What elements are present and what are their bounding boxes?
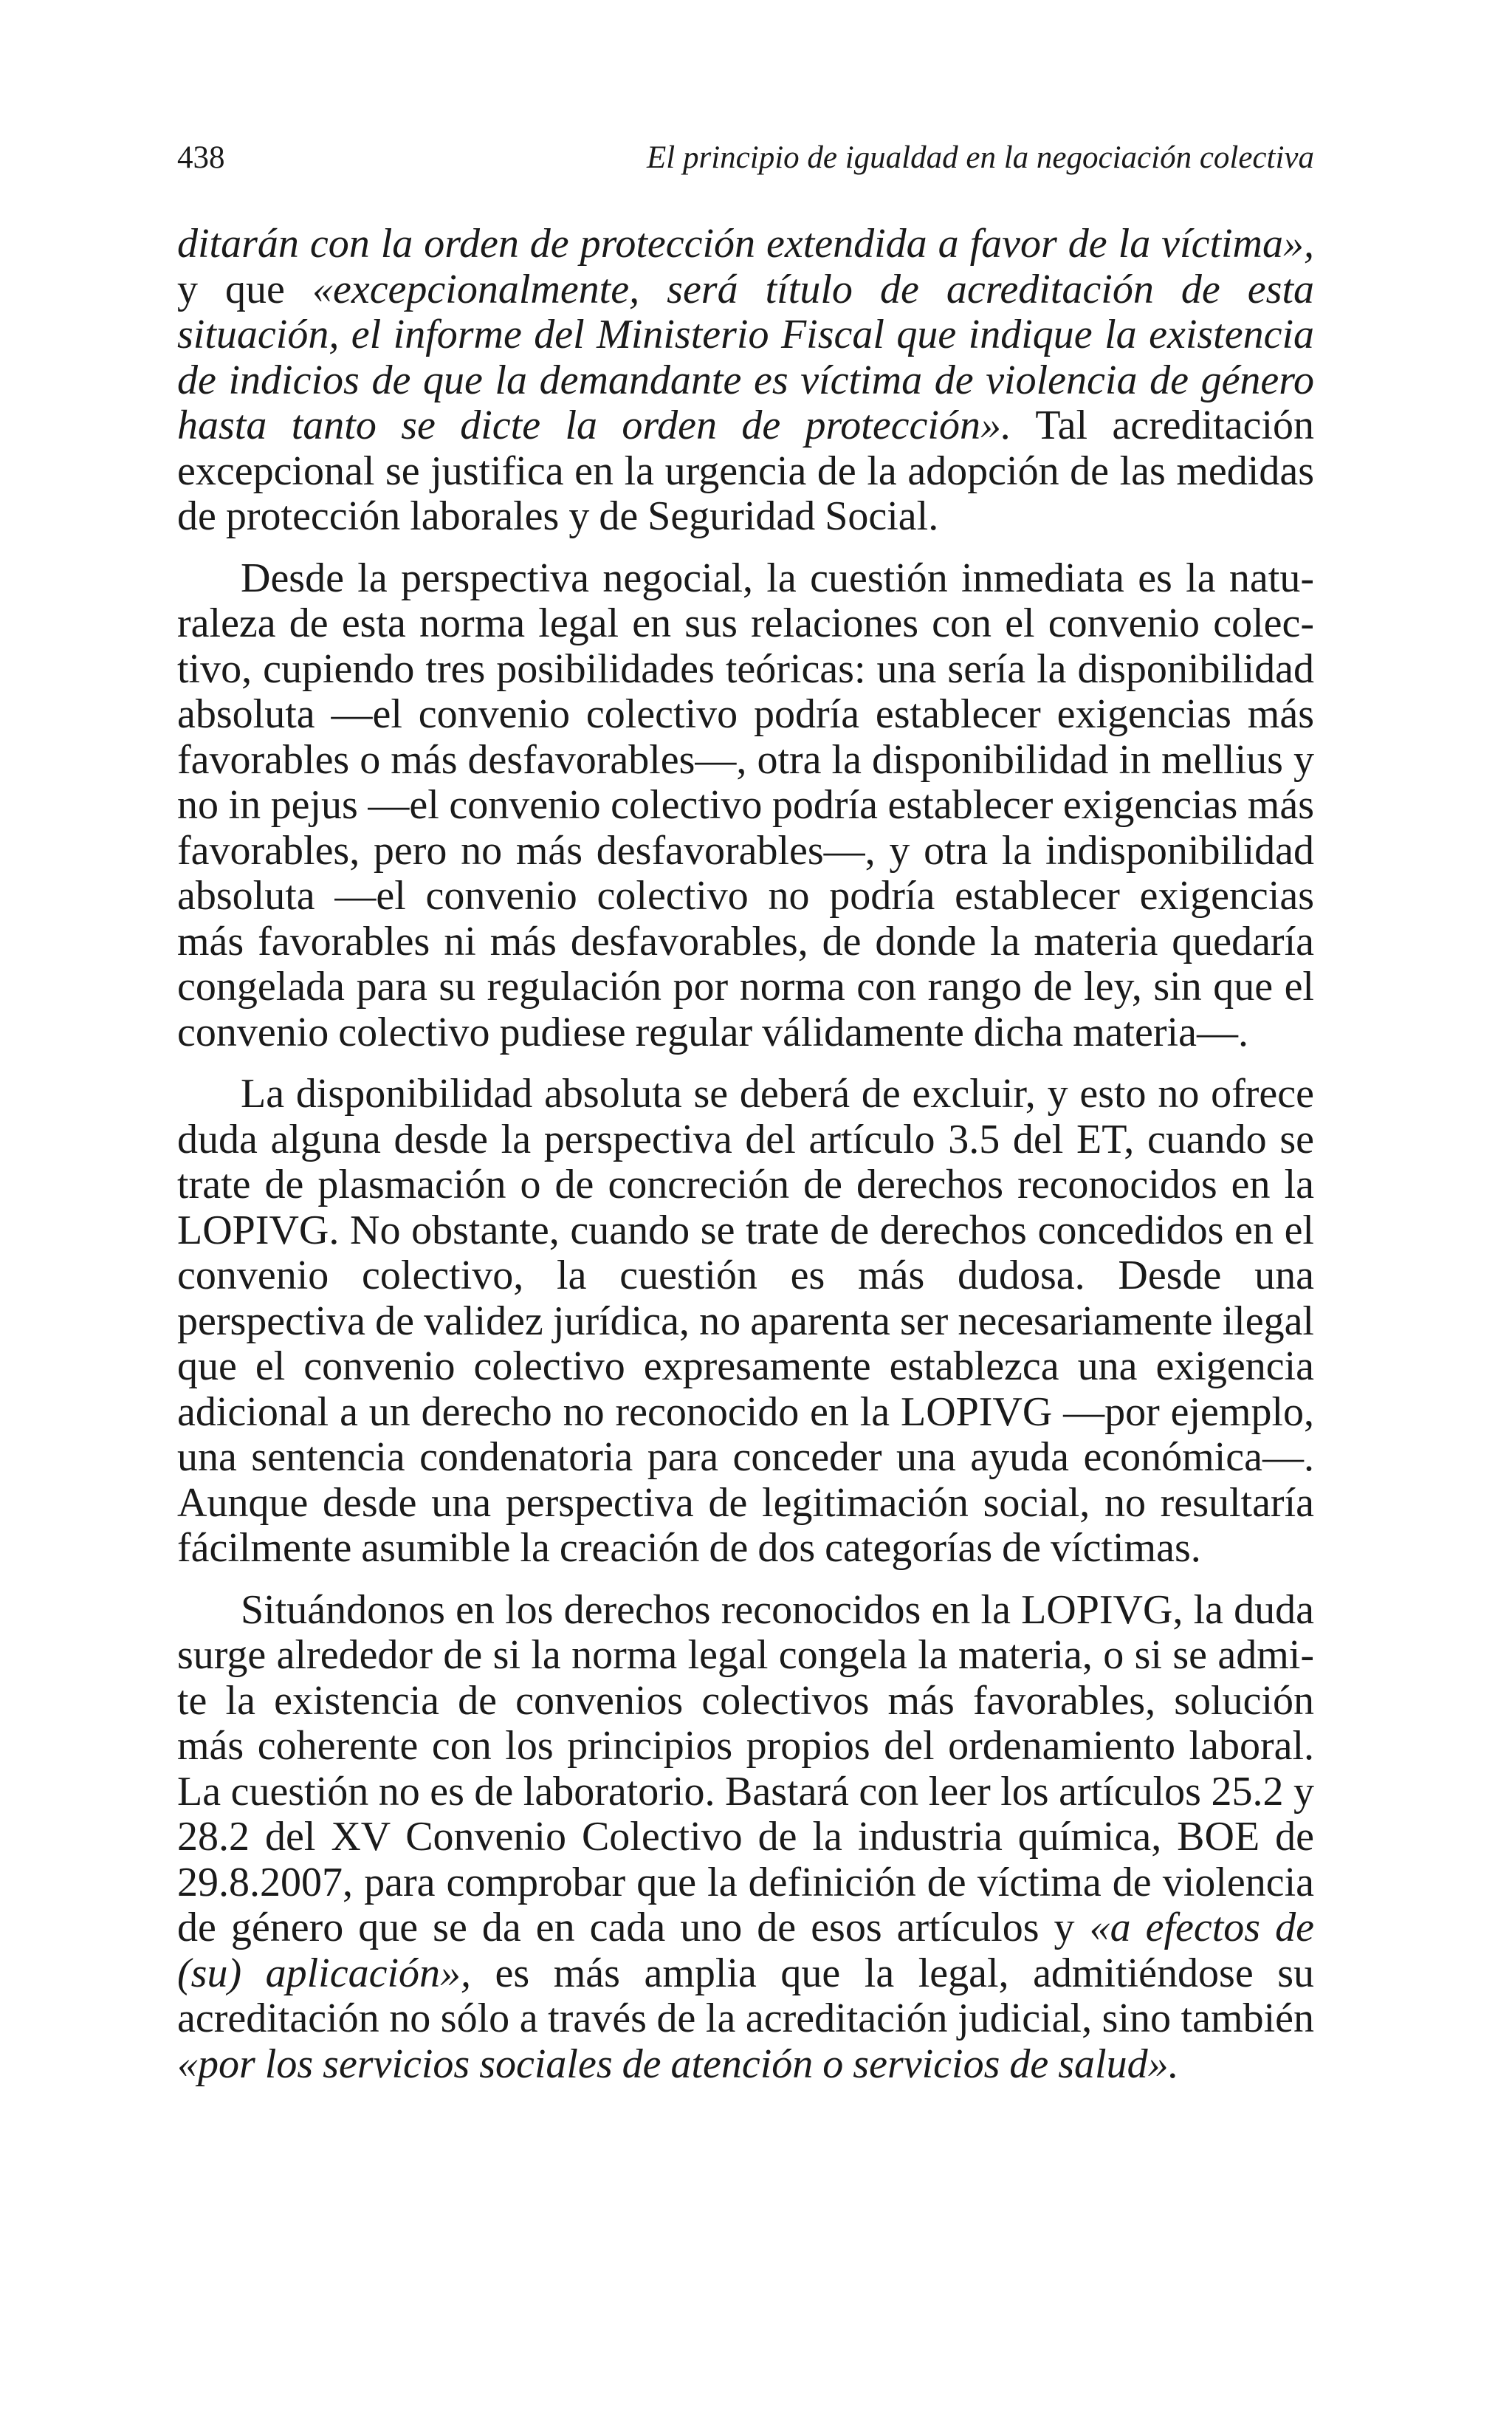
running-head: El principio de igualdad en la negociación colectiva (647, 140, 1314, 175)
text-span: y que (177, 266, 312, 312)
paragraph-4 (177, 1588, 1314, 2088)
text-span: es más amplia que la legal, admitiéndose su acreditación no sólo a través de la acreditación judicial, sino también (177, 1950, 1314, 2041)
text-span: Situándonos en los derechos reconocidos en la LOPIVG, la duda surge alrededor de si la norma legal congela la materia, o si se admite la existencia de convenios colectivos más favorables, solución más coherente con los principios propios del ordenamiento laboral. La cuestión no es de laboratorio. Bastará con leer los artículos 25.2 y 28.2 del XV Convenio Colectivo de la industria química, BOE de 29.8.2007, para comprobar que la definición de víctima de violencia de género que se da en cada uno de esos artículos y (177, 1586, 1314, 1950)
body-text (177, 222, 1314, 2087)
paragraph-3: La disponibilidad absoluta se deberá de excluir, y esto no ofrece duda alguna desde la perspectiva del artículo 3.5 del ET, cuando se trate de plasmación o de concreción de derechos reconocidos en la LOPIVG. No obstante, cuando se trate de derechos concedidos en el convenio colectivo, la cuestión es más dudosa. Desde una perspectiva de validez jurídica, no aparenta ser necesariamente ilegal que el convenio colectivo expresamente establezca una exigencia adicional a un derecho no reconocido en la LOPIVG —por ejemplo, una sentencia condenatoria para conceder una ayuda económica—. Aunque desde una perspectiva de legitimación social, no resultaría fácilmente asumible la creación de dos categorías de víctimas. (177, 1071, 1314, 1571)
quote-span: ditarán con la orden de protección extendida a favor de la víctima», (177, 221, 1314, 267)
paragraph-2: Desde la perspectiva negocial, la cuestión inmediata es la naturaleza de esta norma legal en sus relaciones con el convenio colectivo, cupiendo tres posibilidades teóricas: una sería la disponibilidad absoluta —el convenio colectivo podría establecer exigencias más favorables o más desfavorables—, otra la disponibilidad in mellius y no in pejus —el convenio colectivo podría establecer exigencias más favorables, pero no más desfavorables—, y otra la indisponibilidad absoluta —el convenio colectivo no podría establecer exigencias más favorables ni más desfavorables, de donde la materia quedaría congelada para su regulación por norma con rango de ley, sin que el convenio colectivo pudiese regular válidamente dicha materia—. (177, 555, 1314, 1055)
quote-span: «a efectos de (su) aplicación», (177, 1905, 1314, 1996)
quote-span: «por los servicios sociales de atención o servicios de salud». (177, 2041, 1179, 2087)
page-header (177, 137, 1314, 179)
quote-span: «excepcionalmente, será título de acreditación de esta situación, el informe del Ministerio Fiscal que indique la existencia de indicios de que la demandante es víctima de violencia de género hasta tanto se dicte la orden de protección». (177, 266, 1315, 448)
paragraph-1 (177, 222, 1314, 540)
page-number: 438 (177, 140, 225, 175)
text-span: Tal acreditación excepcional se justifica en la urgencia de la adopción de las medidas de protección laborales y de Seguridad Social. (177, 402, 1315, 539)
